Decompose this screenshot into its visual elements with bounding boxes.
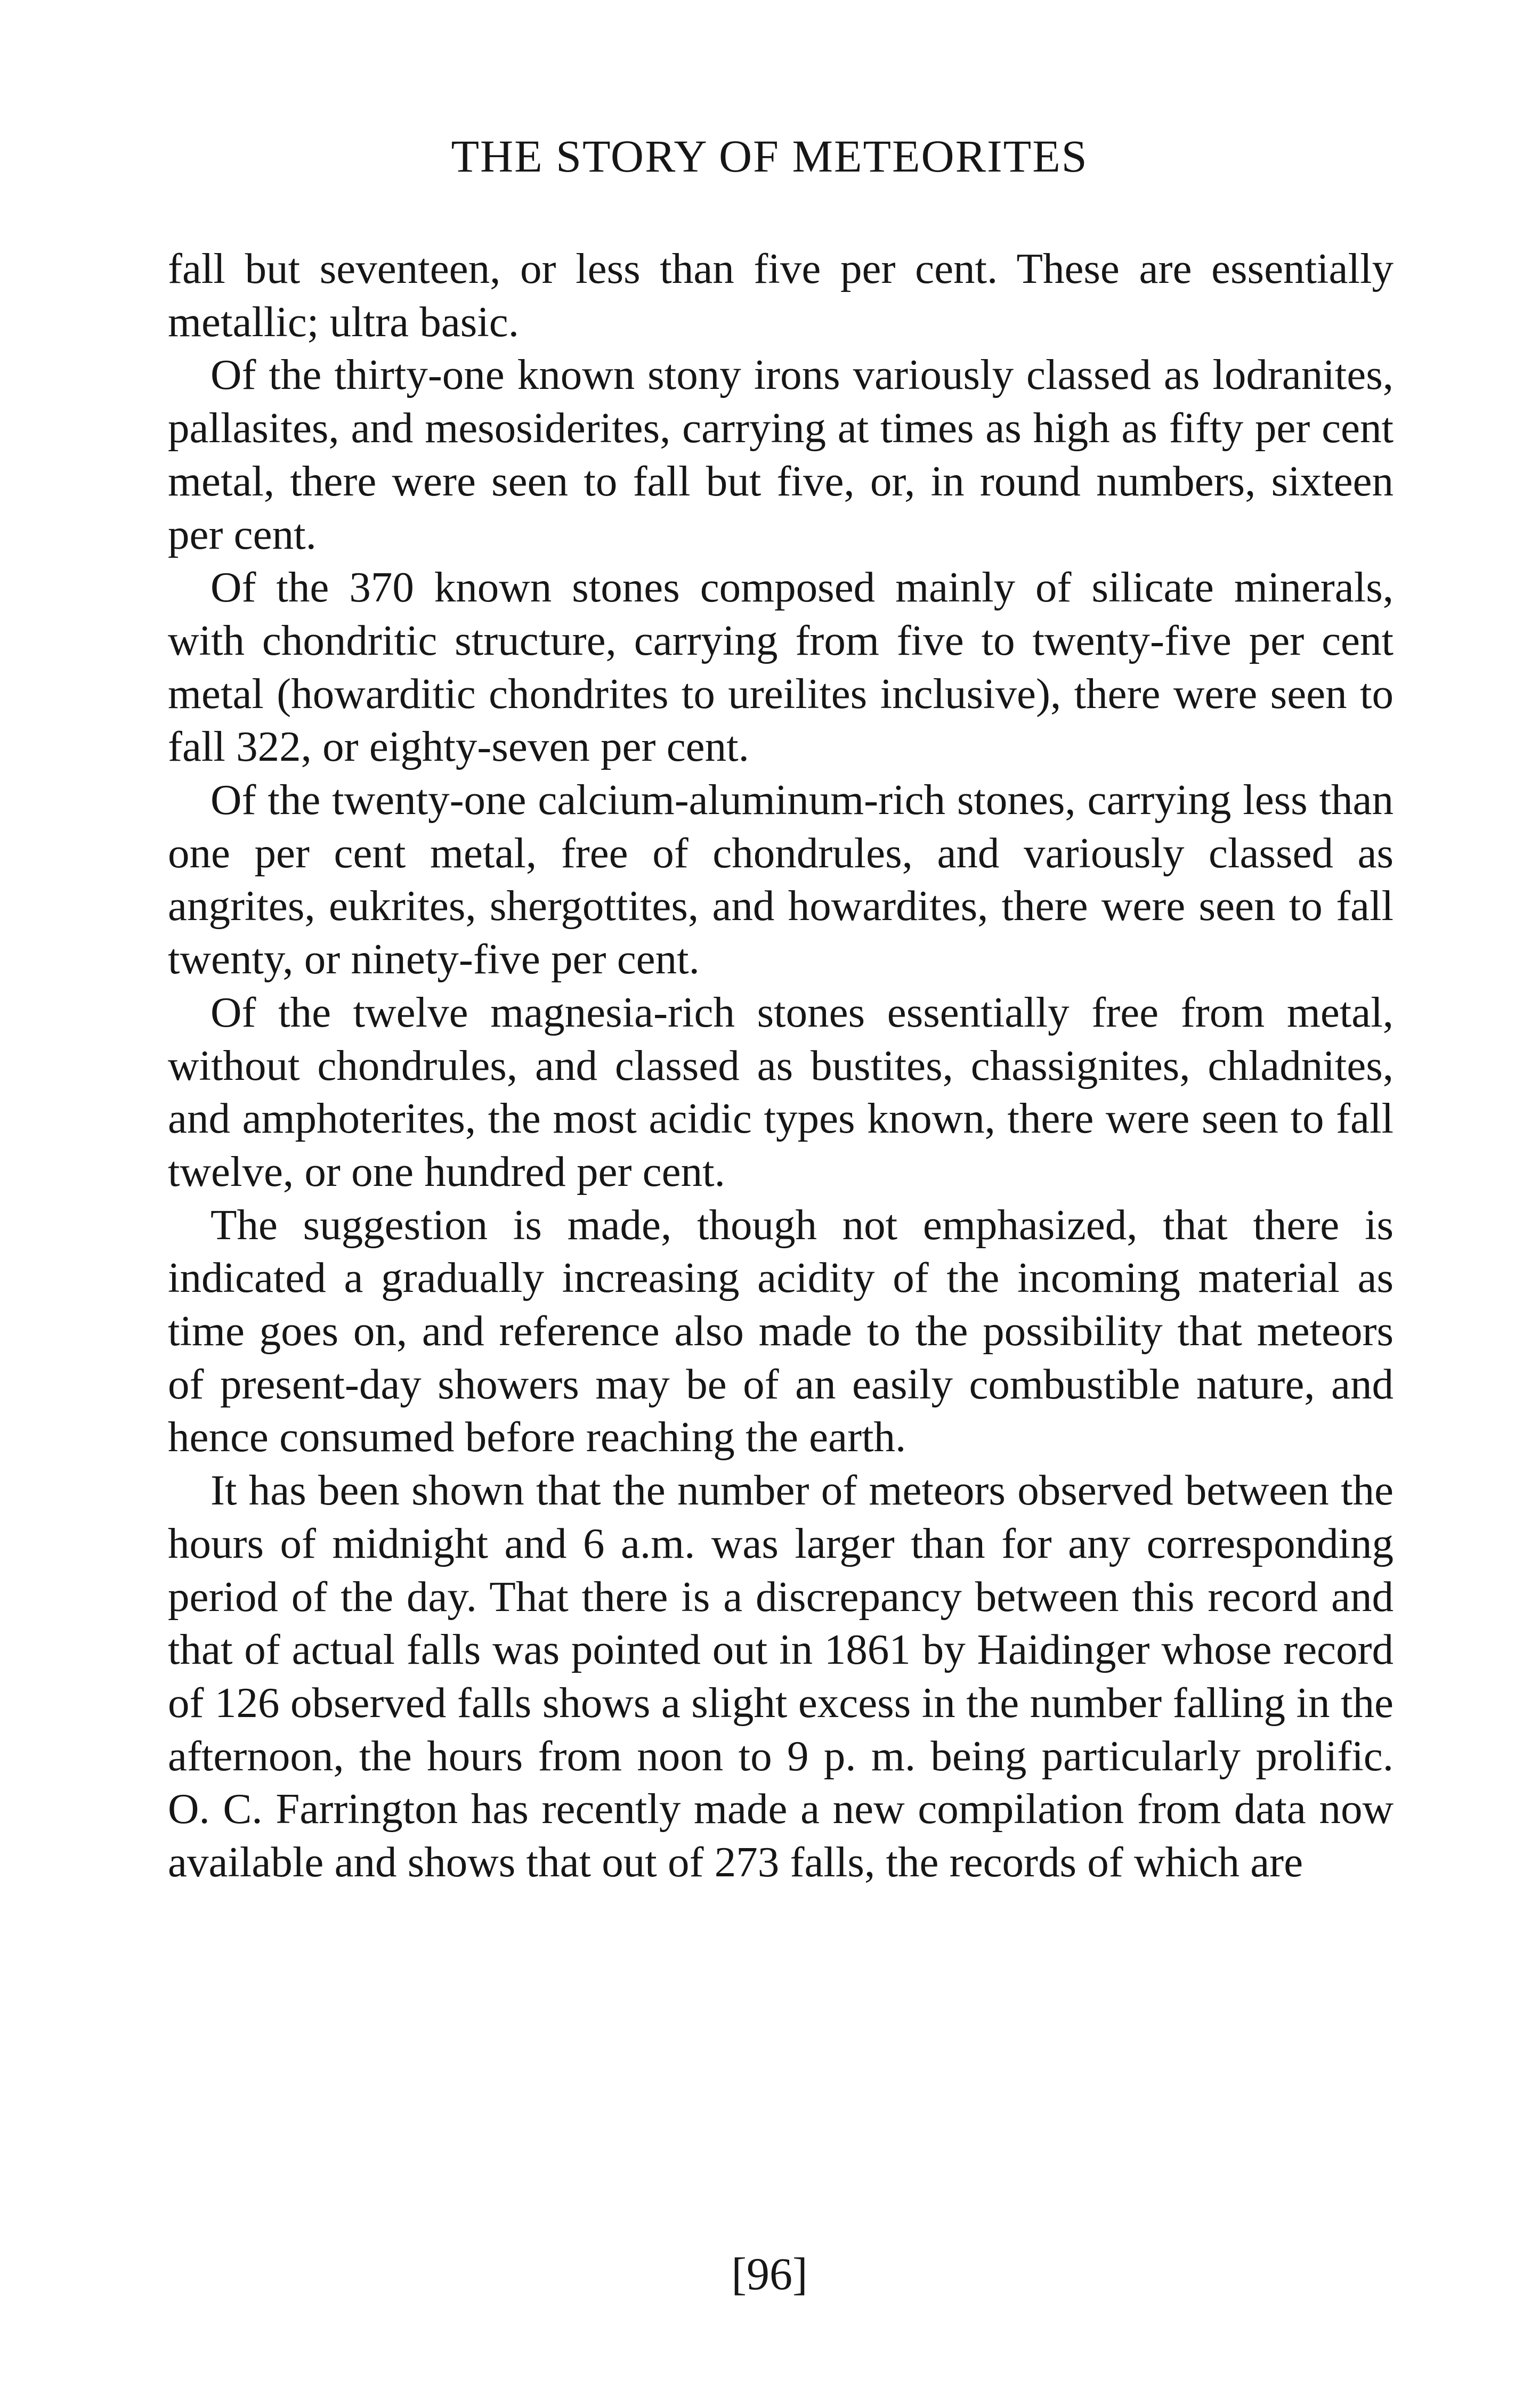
body-text <box>168 242 1394 1889</box>
paragraph-stony-irons: Of the thirty-one known stony irons variously classed as lodranites, pallasites, and mesosiderites, carrying at times as high as fifty per cent metal, there were seen to fall but five, or, in round numbers, sixteen per cent. <box>168 351 1394 558</box>
page-number: [96] <box>731 2248 808 2299</box>
paragraph-calcium-aluminum-stones: Of the twenty-one calcium-aluminum-rich stones, carrying less than one per cent metal, free of chondrules, and variously classed as angrites, eukrites, shergottites, and howardites, there were seen to fall twenty, or ninety-five per cent. <box>168 776 1394 983</box>
running-head-title: THE STORY OF METEORITES <box>451 131 1088 182</box>
paragraph-magnesia-stones: Of the twelve magnesia-rich stones essentially free from metal, without chondrules, and classed as bustites, chassignites, chladnites, and amphoterites, the most acidic types known, there were seen to fall twelve, or one hundred per cent. <box>168 988 1394 1195</box>
paragraph-meteor-hours: It has been shown that the number of meteors observed between the hours of midnight and 6 a.m. was larger than for any corresponding period of the day. That there is a discrepancy between this record and that of actual falls was pointed out in 1861 by Haidinger whose record of 126 observed falls shows a slight excess in the number falling in the afternoon, the hours from noon to 9 p. m. being particularly prolific. O. C. Farrington has recently made a new compilation from data now available and shows that out of 273 falls, the records of which are <box>168 1466 1394 1886</box>
paragraph-acidity-suggestion: The suggestion is made, though not emphasized, that there is indicated a gradually increasing acidity of the incoming material as time goes on, and reference also made to the possibility that meteors of present-day showers may be of an easily combustible nature, and hence consumed before reaching the earth. <box>168 1200 1394 1461</box>
paragraph-chondritic-stones: Of the 370 known stones composed mainly of silicate minerals, with chondritic structure, carrying from five to twenty-five per cent metal (howarditic chondrites to ureilites inclusive), there were seen to fall 322, or eighty-seven per cent. <box>168 563 1394 771</box>
paragraph-continuation: fall but seventeen, or less than five per cent. These are essentially metallic; ultra basic. <box>168 245 1394 346</box>
